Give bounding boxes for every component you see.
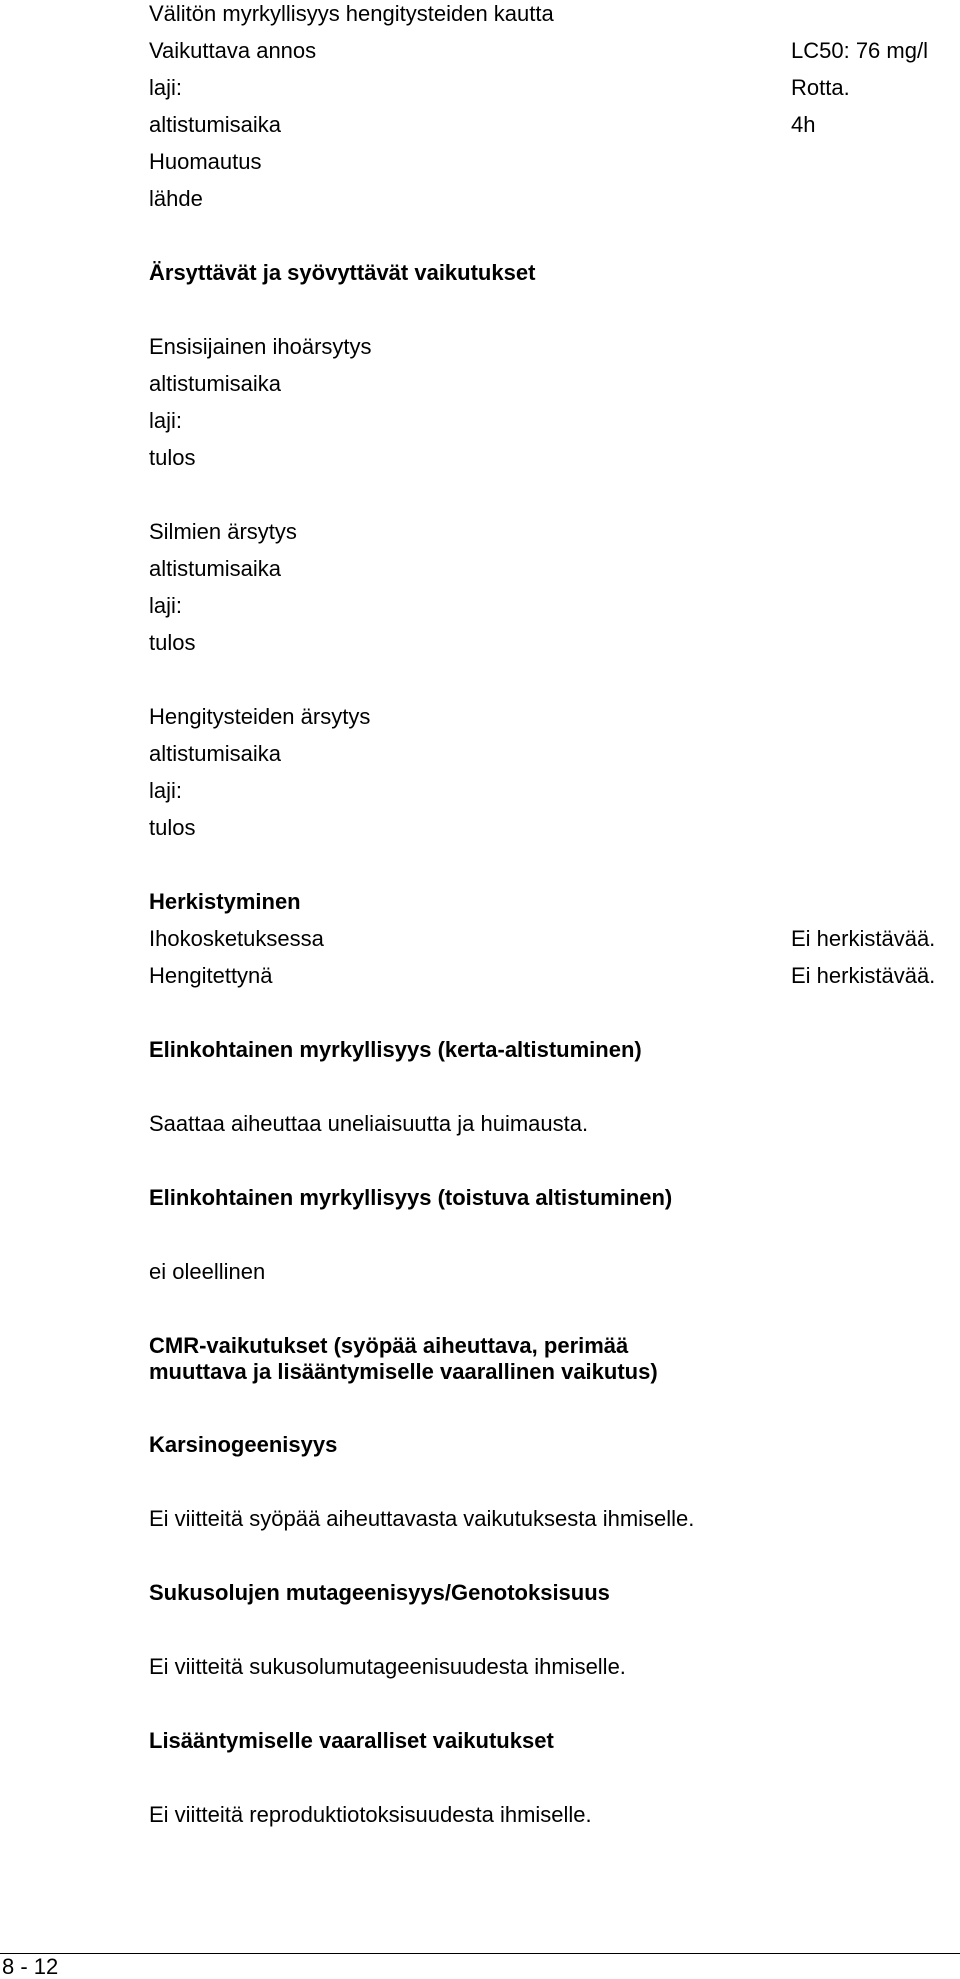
stot-single-heading: Elinkohtainen myrkyllisyys (kerta-altistuminen): [149, 1037, 642, 1062]
field-value-exposure-time: 4h: [791, 112, 816, 137]
cmr-heading-line1: CMR-vaikutukset (syöpää aiheuttava, perimää: [149, 1333, 629, 1358]
field-label-exposure-time: altistumisaika: [149, 112, 282, 137]
eye-field-species: laji:: [149, 593, 183, 618]
skin-field-species: laji:: [149, 408, 183, 433]
footer-divider: [0, 1953, 960, 1954]
skin-field-result: tulos: [149, 445, 196, 470]
carcinogenicity-text: Ei viitteitä syöpää aiheuttavasta vaikutuksesta ihmiselle.: [149, 1506, 695, 1531]
field-label-species: laji:: [149, 75, 183, 100]
stot-repeated-heading: Elinkohtainen myrkyllisyys (toistuva altistuminen): [149, 1185, 673, 1210]
respiratory-field-exposure-time: altistumisaika: [149, 741, 282, 766]
sensitisation-label-inhalation: Hengitettynä: [149, 963, 273, 988]
respiratory-irritation-title: Hengitysteiden ärsytys: [149, 704, 371, 729]
skin-irritation-title: Ensisijainen ihoärsytys: [149, 334, 372, 359]
respiratory-field-species: laji:: [149, 778, 183, 803]
acute-inhalation-heading: Välitön myrkyllisyys hengitysteiden kautta: [149, 1, 554, 26]
carcinogenicity-heading: Karsinogeenisyys: [149, 1432, 338, 1457]
cmr-heading-line2: muuttava ja lisääntymiselle vaarallinen vaikutus): [149, 1359, 658, 1384]
page-number: 8 - 12: [2, 1954, 59, 1979]
skin-field-exposure-time: altistumisaika: [149, 371, 282, 396]
field-value-effective-dose: LC50: 76 mg/l: [791, 38, 928, 63]
eye-irritation-title: Silmien ärsytys: [149, 519, 297, 544]
sensitisation-label-skin: Ihokosketuksessa: [149, 926, 324, 951]
reproductive-heading: Lisääntymiselle vaaralliset vaikutukset: [149, 1728, 554, 1753]
sensitisation-value-skin: Ei herkistävää.: [791, 926, 936, 951]
sensitisation-heading: Herkistyminen: [149, 889, 301, 914]
stot-repeated-text: ei oleellinen: [149, 1259, 266, 1284]
mutagenicity-heading: Sukusolujen mutageenisyys/Genotoksisuus: [149, 1580, 610, 1605]
reproductive-text: Ei viitteitä reproduktiotoksisuudesta ihmiselle.: [149, 1802, 592, 1827]
mutagenicity-text: Ei viitteitä sukusolumutageenisuudesta ihmiselle.: [149, 1654, 626, 1679]
sensitisation-value-inhalation: Ei herkistävää.: [791, 963, 936, 988]
irritation-heading: Ärsyttävät ja syövyttävät vaikutukset: [149, 260, 536, 285]
field-label-source: lähde: [149, 186, 203, 211]
respiratory-field-result: tulos: [149, 815, 196, 840]
field-label-effective-dose: Vaikuttava annos: [149, 38, 317, 63]
stot-single-text: Saattaa aiheuttaa uneliaisuutta ja huimausta.: [149, 1111, 589, 1136]
field-value-species: Rotta.: [791, 75, 850, 100]
field-label-remark: Huomautus: [149, 149, 262, 174]
eye-field-result: tulos: [149, 630, 196, 655]
eye-field-exposure-time: altistumisaika: [149, 556, 282, 581]
